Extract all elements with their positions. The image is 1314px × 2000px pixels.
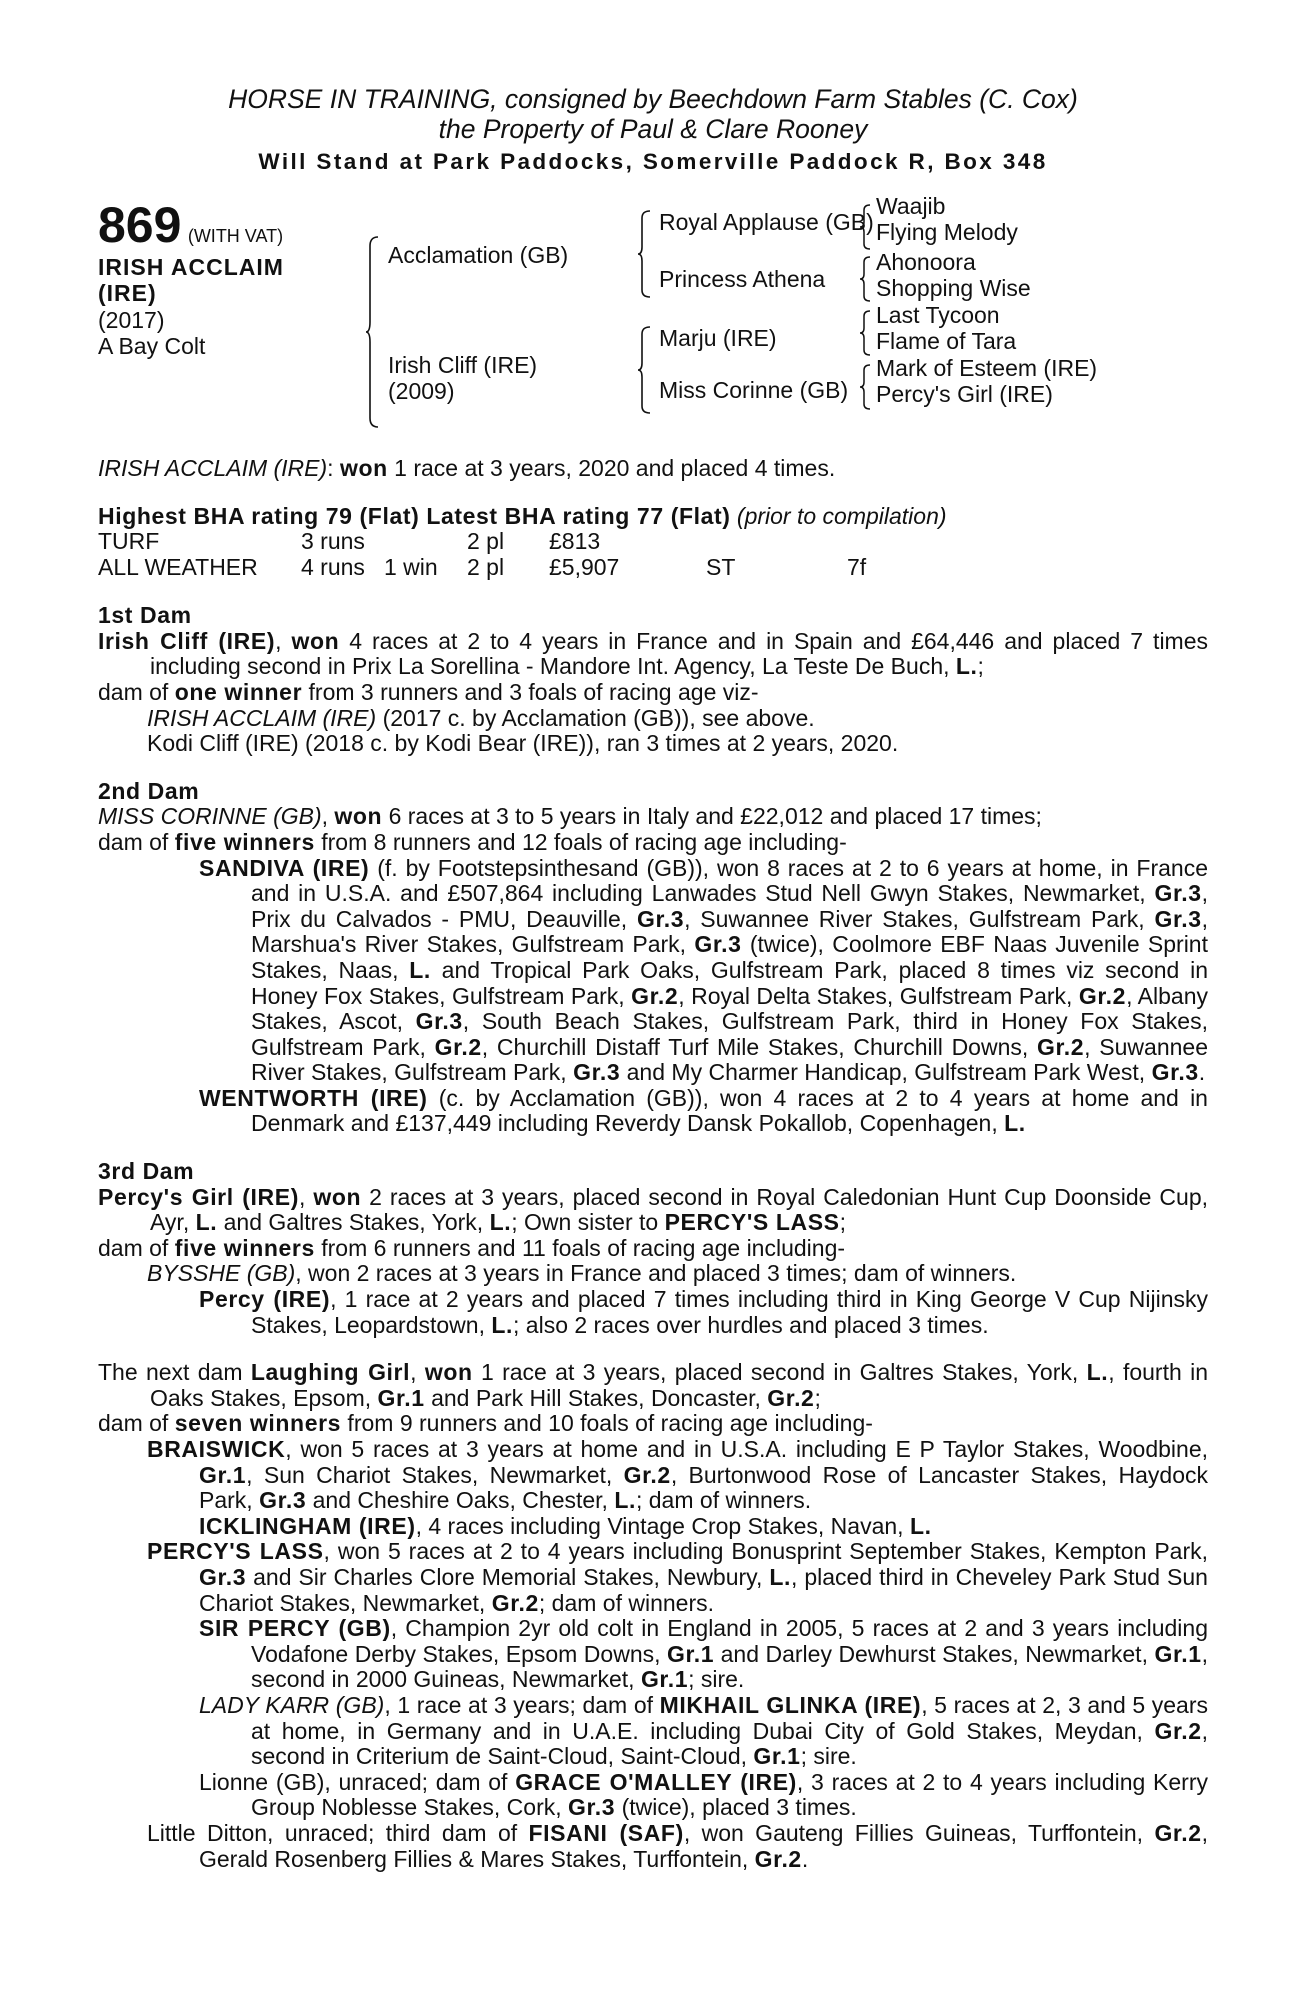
sire-dam: Princess Athena xyxy=(659,266,826,292)
turf-surface: TURF xyxy=(98,528,160,555)
aw-placed: 2 pl xyxy=(467,554,505,581)
produce-item: SIR PERCY (GB), Champion 2yr old colt in England in 2005, 5 races at 2 and 3 years including Vodafone Derby Stakes, Epsom Downs, Gr.1 and Darley Dewhurst Stakes, Newmarket, Gr.1, second in 2000 Guineas, Newmarket, Gr.1; sire. xyxy=(199,1615,1208,1693)
summary-horse: IRISH ACCLAIM (IRE) xyxy=(98,455,328,481)
pedigree-brace xyxy=(860,364,872,410)
produce-item: Kodi Cliff (IRE) (2018 c. by Kodi Bear (IRE)), ran 3 times at 2 years, 2020. xyxy=(147,730,899,757)
ssd: Flying Melody xyxy=(876,219,1018,245)
turf-runs: 3 runs xyxy=(301,528,365,555)
next-dam-record: The next dam Laughing Girl, won 1 race at 3 years, placed second in Galtres Stakes, York, L., fourth in Oaks Stakes, Epsom, Gr.1 and Park Hill Stakes, Doncaster, Gr.2; xyxy=(98,1359,1209,1411)
produce-name: WENTWORTH (IRE) xyxy=(199,1084,428,1111)
pedigree-brace xyxy=(860,204,872,250)
section-title: 3rd Dam xyxy=(98,1158,195,1185)
first-dam-text: 4 races at 2 to 4 years in France and in Spain and £64,446 and placed 7 times including second in Prix La Sorellina - Mandore Int. Agency, La Teste De Buch, xyxy=(150,627,1209,680)
vat-note: (WITH VAT) xyxy=(187,226,284,246)
rating-note: (prior to compilation) xyxy=(736,502,947,529)
dam-sire: Marju (IRE) xyxy=(659,325,777,351)
next-dam-produce-line: dam of seven winners from 9 runners and 10 foals of racing age including- xyxy=(98,1410,873,1437)
race-summary xyxy=(98,456,1208,482)
sss: Waajib xyxy=(876,193,946,219)
first-dam-section xyxy=(98,603,1208,757)
second-dam-produce-line xyxy=(98,830,1208,856)
dss: Last Tycoon xyxy=(876,302,1000,328)
pedigree-brace xyxy=(860,256,872,302)
pedigree-block xyxy=(98,193,1208,448)
aw-wins: 1 win xyxy=(384,554,438,581)
dds: Mark of Esteem (IRE) xyxy=(876,355,1098,381)
produce-item: BRAISWICK, won 5 races at 3 years at home and in U.S.A. including E P Taylor Stakes, Woodbine, Gr.1, Sun Chariot Stakes, Newmarket, Gr.2, Burtonwood Rose of Lancaster Stakes, Haydock Park, Gr.3 and Cheshire Oaks, Chester, L.; dam of winners. xyxy=(147,1436,1208,1514)
pedigree-brace xyxy=(860,310,872,356)
lot-heading xyxy=(98,197,284,253)
foaling-year: (2017) xyxy=(98,307,165,333)
aw-runs: 4 runs xyxy=(301,554,365,581)
produce-item: BYSSHE (GB), won 2 races at 3 years in France and placed 3 times; dam of winners. xyxy=(147,1260,1017,1287)
sdd: Shopping Wise xyxy=(876,275,1031,301)
section-title: 2nd Dam xyxy=(98,777,200,804)
produce-item: Lionne (GB), unraced; dam of GRACE O'MALLEY (IRE), 3 races at 2 to 4 years including Kerry Group Noblesse Stakes, Cork, Gr.3 (twice), placed 3 times. xyxy=(199,1768,1208,1821)
third-dam-produce-line: dam of five winners from 6 runners and 11 foals of racing age including- xyxy=(98,1234,846,1261)
property-line: the Property of Paul & Clare Rooney xyxy=(438,114,868,144)
winner-count: five winners xyxy=(174,828,315,855)
dam: Irish Cliff (IRE) xyxy=(388,352,538,378)
turf-prize: £813 xyxy=(549,528,601,555)
summary-colon: : xyxy=(327,455,334,481)
produce-item: ICKLINGHAM (IRE), 4 races including Vintage Crop Stakes, Navan, L. xyxy=(199,1512,932,1539)
pedigree-brace xyxy=(366,236,380,428)
produce-item: Little Ditton, unraced; third dam of FISANI (SAF), won Gauteng Fillies Guineas, Turffontein, Gr.2, Gerald Rosenberg Fillies & Mares Stakes, Turffontein, Gr.2. xyxy=(147,1819,1208,1872)
produce-text: (c. by Acclamation (GB)), won 4 races at 2 to 4 years at home and in Denmark and £137,449 including Reverdy Dansk Pokallob, Copenhagen, L. xyxy=(251,1084,1208,1137)
aw-distance: 7f xyxy=(847,554,867,581)
produce-item xyxy=(98,706,1208,732)
section-title: 1st Dam xyxy=(98,602,192,629)
stabling-line: Will Stand at Park Paddocks, Somerville Paddock R, Box 348 xyxy=(258,149,1048,174)
first-dam-produce-line xyxy=(98,680,1208,706)
summary-won: won xyxy=(339,455,388,481)
produce-name: SANDIVA (IRE) xyxy=(199,854,370,881)
horse-name-suffix: (IRE) xyxy=(98,280,157,306)
sire: Acclamation (GB) xyxy=(388,242,569,268)
produce-item: Percy (IRE), 1 race at 2 years and placed 7 times including third in King George V Cup Nijinsky Stakes, Leopardstown, L.; also 2 races over hurdles and placed 3 times. xyxy=(199,1286,1208,1338)
dam-dam: Miss Corinne (GB) xyxy=(659,377,849,403)
catalogue-page xyxy=(98,84,1208,1872)
second-dam-section xyxy=(98,779,1208,1137)
produce-item xyxy=(98,1086,1208,1137)
sire-sire: Royal Applause (GB) xyxy=(659,209,874,235)
first-dam-record: Irish Cliff (IRE), won 4 races at 2 to 4 years in France and in Spain and £64,446 and placed 7 times including second in Prix La Sorellina - Mandore Int. Agency, La Teste De Buch, L.; xyxy=(98,627,1209,680)
semicolon: ; xyxy=(977,653,984,680)
runners-text: from 8 runners and 12 foals of racing age including- xyxy=(321,828,847,855)
runners-text: from 3 runners and 3 foals of racing age viz- xyxy=(308,678,759,705)
ddd: Percy's Girl (IRE) xyxy=(876,381,1053,407)
third-dam-section xyxy=(98,1159,1208,1338)
rating-line xyxy=(98,504,1208,530)
next-dam-section xyxy=(98,1360,1208,1872)
pedigree-brace xyxy=(638,326,652,414)
lot-number: 869 xyxy=(98,197,182,253)
listed-label: L. xyxy=(955,653,978,680)
second-dam-name: MISS CORINNE (GB) xyxy=(98,803,322,830)
pedigree-brace xyxy=(638,210,652,298)
race-record-table xyxy=(98,529,1208,581)
dam-of: dam of xyxy=(98,828,169,855)
aw-prize: £5,907 xyxy=(549,554,620,581)
produce-item: LADY KARR (GB), 1 race at 3 years; dam of MIKHAIL GLINKA (IRE), 5 races at 2, 3 and 5 years at home, in Germany and in U.A.E. including Dubai City of Gold Stakes, Meydan, Gr.2, second in Criterium de Saint-Cloud, Saint-Cloud, Gr.1; sire. xyxy=(199,1691,1208,1770)
produce-name: IRISH ACCLAIM (IRE) xyxy=(147,704,377,731)
horse-name: IRISH ACCLAIM xyxy=(98,254,284,280)
second-dam-text: 6 races at 3 to 5 years in Italy and £22,012 and placed 17 times; xyxy=(388,803,1042,830)
turf-placed: 2 pl xyxy=(467,528,505,555)
first-dam-name: Irish Cliff (IRE) xyxy=(98,627,276,654)
horse-description: A Bay Colt xyxy=(98,333,206,359)
second-dam-record: MISS CORINNE (GB), won 6 races at 3 to 5 years in Italy and £22,012 and placed 17 times; xyxy=(98,803,1042,830)
produce-text: (f. by Footstepsinthesand (GB)), won 8 races at 2 to 6 years at home, in France and in U.S.A. and £507,864 including Lanwades Stud Nell Gwyn Stakes, Newmarket, Gr.3, Prix du Calvados - PMU, Deauville, Gr.3, Suwannee River Stakes, Gulfstream Park, Gr.3, Marshua's River Stakes, Gulfstream Park, Gr.3 (twice), Coolmore EBF Naas Juvenile Sprint Stakes, Naas, L. and Tropical Park Oaks, Gulfstream Park, placed 8 times viz second in Honey Fox Stakes, Gulfstream Park, Gr.2, Royal Delta Stakes, Gulfstream Park, Gr.2, Albany Stakes, Ascot, Gr.3, South Beach Stakes, Gulfstream Park, third in Honey Fox Stakes, Gulfstream Park, Gr.2, Churchill Distaff Turf Mile Stakes, Churchill Downs, Gr.2, Suwannee River Stakes, Gulfstream Park, Gr.3 and My Charmer Handicap, Gulfstream Park West, Gr.3. xyxy=(251,854,1209,1086)
dam-year: (2009) xyxy=(388,378,455,404)
third-dam-record: Percy's Girl (IRE), won 2 races at 3 years, placed second in Royal Caledonian Hunt Cup Doonside Cup, Ayr, L. and Galtres Stakes, York, L.; Own sister to PERCY'S LASS; xyxy=(98,1183,1209,1236)
produce-item: PERCY'S LASS, won 5 races at 2 to 4 years including Bonusprint September Stakes, Kempton Park, Gr.3 and Sir Charles Clore Memorial Stakes, Newbury, L., placed third in Cheveley Park Stud Sun Chariot Stakes, Newmarket, Gr.2; dam of winners. xyxy=(147,1538,1209,1616)
consignor-line: HORSE IN TRAINING, consigned by Beechdown Farm Stables (C. Cox) xyxy=(228,84,1078,114)
ratings-block xyxy=(98,504,1208,582)
dam-of: dam of xyxy=(98,678,169,705)
won-label: won xyxy=(334,803,383,830)
aw-surface: ALL WEATHER xyxy=(98,554,258,581)
dsd: Flame of Tara xyxy=(876,328,1017,354)
rating-values: Highest BHA rating 79 (Flat) Latest BHA rating 77 (Flat) xyxy=(98,502,731,529)
sds: Ahonoora xyxy=(876,249,976,275)
summary-text: 1 race at 3 years, 2020 and placed 4 times. xyxy=(394,455,836,481)
won-label: won xyxy=(291,627,340,654)
produce-text: (2017 c. by Acclamation (GB)), see above. xyxy=(382,704,815,731)
aw-track-code: ST xyxy=(706,554,736,581)
produce-item xyxy=(98,856,1208,1086)
winner-count: one winner xyxy=(174,678,303,705)
